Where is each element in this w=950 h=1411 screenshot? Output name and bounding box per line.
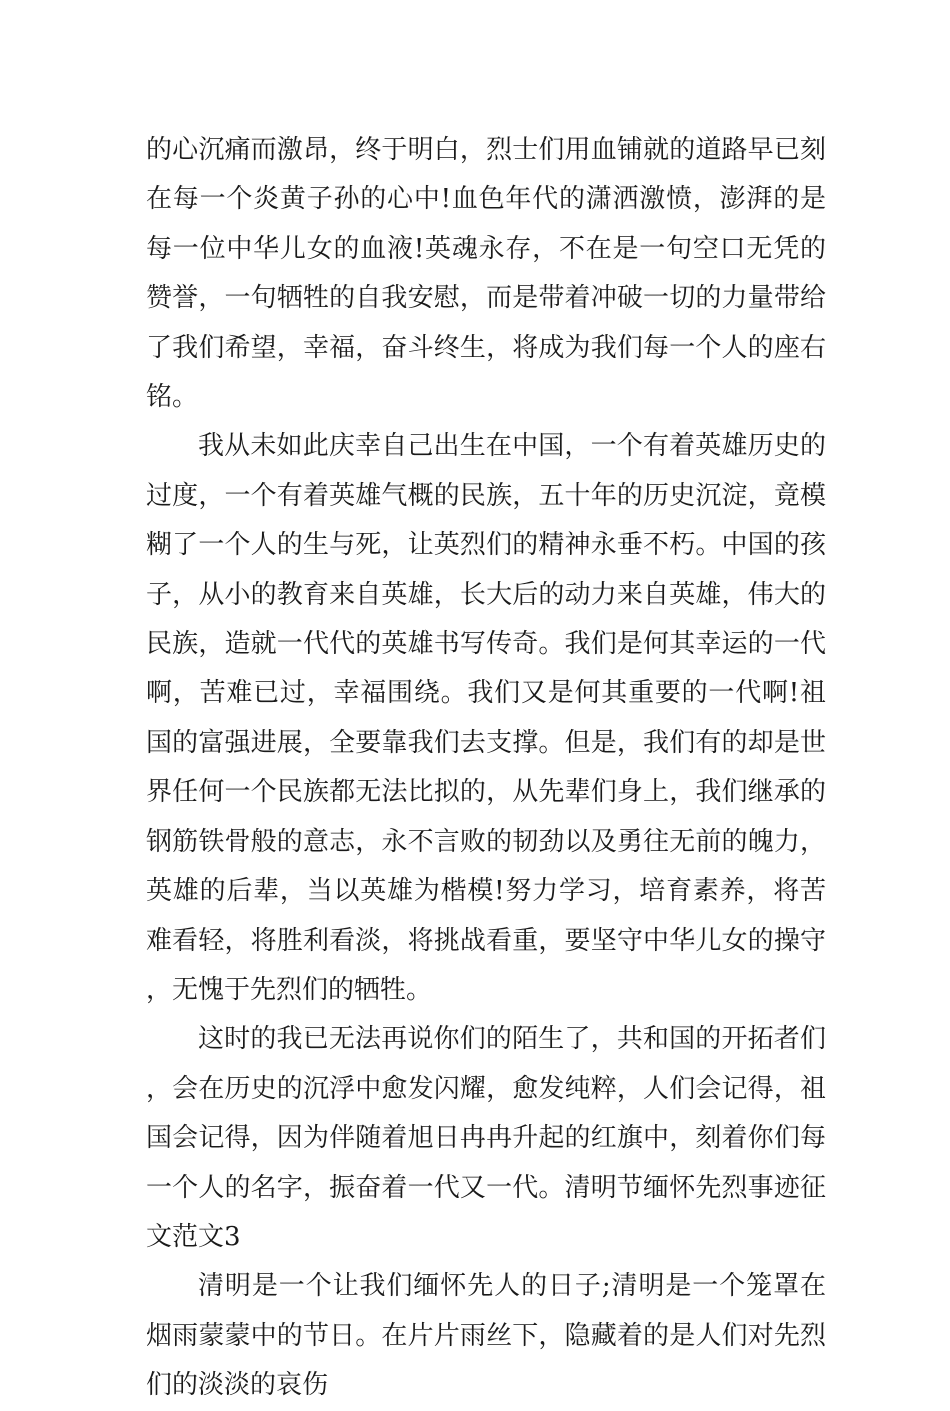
paragraph-2: 我从未如此庆幸自己出生在中国，一个有着英雄历史的过度，一个有着英雄气概的民族，五十年的历史沉淀，竟模糊了一个人的生与死，让英烈们的精神永垂不朽。中国的孩子，从小的教育来自英雄，长大后的动力来自英雄，伟大的民族，造就一代代的英雄书写传奇。我们是何其幸运的一代啊，苦难已过，幸福围绕。我们又是何其重要的一代啊!祖国的富强进展，全要靠我们去支撑。但是，我们有的却是世界任何一个民族都无法比拟的，从先辈们身上，我们继承的钢筋铁骨般的意志，永不言败的韧劲以及勇往无前的魄力，英雄的后辈，当以英雄为楷模!努力学习，培育素养，将苦难看轻，将胜利看淡，将挑战看重，要坚守中华儿女的操守，无愧于先烈们的牺牲。 xyxy=(146,431,826,1005)
paragraph-1: 的心沉痛而激昂，终于明白，烈士们用血铺就的道路早已刻在每一个炎黄子孙的心中!血色年代的潇洒激愤，澎湃的是每一位中华儿女的血液!英魂永存，不在是一句空口无凭的赞誉，一句牺牲的自我安慰，而是带着冲破一切的力量带给了我们希望，幸福，奋斗终生，将成为我们每一个人的座右铭。 xyxy=(146,135,826,413)
paragraph-4: 清明是一个让我们缅怀先人的日子;清明是一个笼罩在烟雨蒙蒙中的节日。在片片雨丝下，隐藏着的是人们对先烈们的淡淡的哀伤 xyxy=(146,1271,826,1401)
document-body xyxy=(146,126,826,1411)
paragraph-3: 这时的我已无法再说你们的陌生了，共和国的开拓者们，会在历史的沉浮中愈发闪耀，愈发纯粹，人们会记得，祖国会记得，因为伴随着旭日冉冉升起的红旗中，刻着你们每一个人的名字，振奋着一代又一代。清明节缅怀先烈事迹征文范文3 xyxy=(146,1024,826,1252)
